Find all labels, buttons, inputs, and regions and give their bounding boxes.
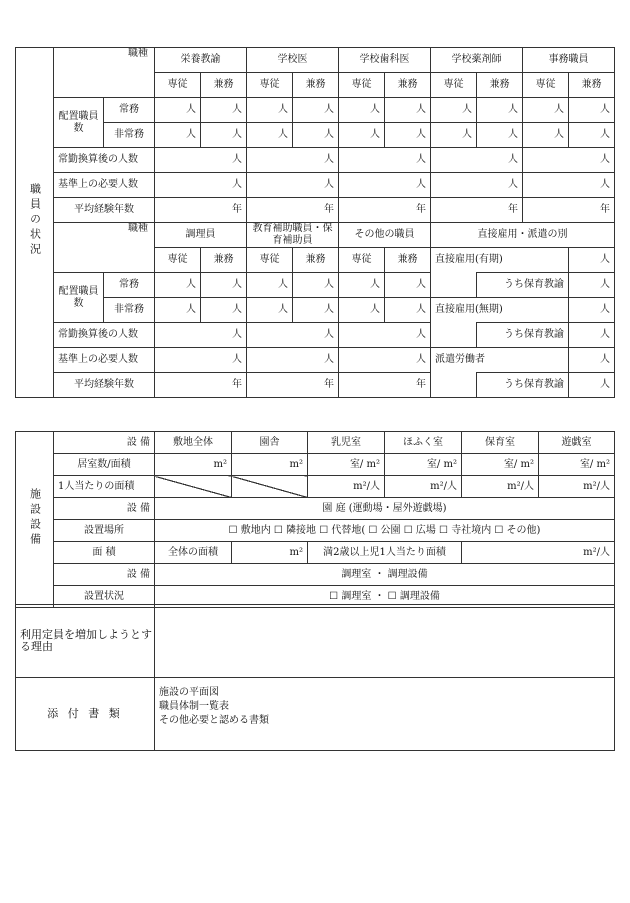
status-label: 設置状況 [54, 586, 155, 608]
count-cell[interactable]: 人 [247, 348, 339, 373]
garden-header: 園 庭 (運動場・屋外遊戯場) [155, 498, 615, 520]
count-cell[interactable]: 人 [155, 298, 201, 323]
count-cell[interactable]: 人 [247, 98, 293, 123]
count-cell[interactable]: 人 [339, 148, 431, 173]
count-cell[interactable]: 人 [477, 123, 523, 148]
hijoumu-label: 非常務 [104, 123, 155, 148]
blank-cell [431, 323, 477, 348]
count-cell[interactable]: 人 [523, 148, 615, 173]
room-count-label: 居室数/面積 [54, 454, 155, 476]
count-cell[interactable]: 人 [247, 173, 339, 198]
years-cell[interactable]: 年 [523, 198, 615, 223]
haichi-label: 配置職員数 [54, 273, 104, 323]
per-child-label: 1人当たりの面積 [54, 476, 155, 498]
uchi-label: うち保育教諭 [477, 273, 569, 298]
diagonal-cell [155, 476, 232, 498]
blank-cell [431, 373, 477, 398]
count-cell[interactable]: 人 [339, 173, 431, 198]
blank-cell [431, 273, 477, 298]
role-header: その他の職員 [339, 223, 431, 248]
role-header: 事務職員 [523, 48, 615, 73]
count-cell[interactable]: 人 [201, 273, 247, 298]
count-cell[interactable]: 人 [293, 98, 339, 123]
room-header: 園舎 [232, 432, 308, 454]
facility-section-label: 施設設備 [16, 432, 54, 608]
kennmu-header: 兼務 [293, 73, 339, 98]
area-label: 面 積 [54, 542, 155, 564]
kennmu-header: 兼務 [385, 73, 431, 98]
years-cell[interactable]: 年 [247, 373, 339, 398]
attachments-label: 添 付 書 類 [16, 678, 155, 751]
joumu-label: 常務 [104, 98, 155, 123]
senju-header: 専従 [155, 248, 201, 273]
count-cell[interactable]: 人 [523, 123, 569, 148]
senju-header: 専従 [247, 248, 293, 273]
room-area-cell[interactable]: 室/ m² [539, 454, 615, 476]
role-header: 教育補助職員・保育補助員 [247, 223, 339, 248]
count-cell[interactable]: 人 [201, 123, 247, 148]
count-cell[interactable]: 人 [155, 148, 247, 173]
kanzan-label: 常勤換算後の人数 [54, 323, 155, 348]
muki-label: 直接雇用(無期) [431, 298, 569, 323]
count-cell[interactable]: 人 [569, 323, 615, 348]
count-cell[interactable]: 人 [339, 323, 431, 348]
room-area-cell[interactable]: 室/ m² [308, 454, 385, 476]
count-cell[interactable]: 人 [385, 298, 431, 323]
count-cell[interactable]: 人 [339, 273, 385, 298]
kennmu-header: 兼務 [201, 248, 247, 273]
kijun-label: 基準上の必要人数 [54, 173, 155, 198]
count-cell[interactable]: 人 [293, 298, 339, 323]
per-child-cell[interactable]: m²/人 [462, 476, 539, 498]
total-area-label: 全体の面積 [155, 542, 232, 564]
kennmu-header: 兼務 [477, 73, 523, 98]
count-cell[interactable]: 人 [431, 123, 477, 148]
kennmu-header: 兼務 [385, 248, 431, 273]
count-cell[interactable]: 人 [201, 98, 247, 123]
years-cell[interactable]: 年 [155, 373, 247, 398]
senju-header: 専従 [431, 73, 477, 98]
reason-input[interactable] [155, 605, 615, 678]
location-options[interactable]: ☐ 敷地内 ☐ 隣接地 ☐ 代替地( ☐ 公園 ☐ 広場 ☐ 寺社境内 ☐ その他) [155, 520, 615, 542]
yuki-label: 直接雇用(有期) [431, 248, 569, 273]
kijun-label: 基準上の必要人数 [54, 348, 155, 373]
count-cell[interactable]: 人 [339, 298, 385, 323]
setsubi-label: 設 備 [54, 432, 155, 454]
area-cell[interactable]: m² [232, 454, 308, 476]
room-header: 乳児室 [308, 432, 385, 454]
count-cell[interactable]: 人 [569, 298, 615, 323]
count-cell[interactable]: 人 [247, 298, 293, 323]
count-cell[interactable]: 人 [431, 173, 523, 198]
kennmu-header: 兼務 [569, 73, 615, 98]
senju-header: 専従 [247, 73, 293, 98]
location-label: 設置場所 [54, 520, 155, 542]
diagonal-cell [232, 476, 308, 498]
area-cell[interactable]: m² [155, 454, 232, 476]
shokushu-label: 職種 [54, 48, 155, 98]
years-cell[interactable]: 年 [155, 198, 247, 223]
room-area-cell[interactable]: 室/ m² [385, 454, 462, 476]
count-cell[interactable]: 人 [385, 273, 431, 298]
haichi-label: 配置職員数 [54, 98, 104, 148]
staff-section-label: 職員の状況 [16, 48, 54, 398]
over2-area-cell[interactable]: m²/人 [462, 542, 615, 564]
count-cell[interactable]: 人 [569, 273, 615, 298]
count-cell[interactable]: 人 [293, 273, 339, 298]
role-header: 栄養教諭 [155, 48, 247, 73]
count-cell[interactable]: 人 [569, 248, 615, 273]
count-cell[interactable]: 人 [155, 323, 247, 348]
room-header: 遊戯室 [539, 432, 615, 454]
years-cell[interactable]: 年 [431, 198, 523, 223]
room-header: 保育室 [462, 432, 539, 454]
cooking-header: 調理室 ・ 調理設備 [155, 564, 615, 586]
senju-header: 専従 [339, 248, 385, 273]
count-cell[interactable]: 人 [247, 123, 293, 148]
count-cell[interactable]: 人 [155, 123, 201, 148]
total-area-cell[interactable]: m² [232, 542, 308, 564]
keiken-label: 平均経験年数 [54, 373, 155, 398]
count-cell[interactable]: 人 [569, 123, 615, 148]
setsubi-label: 設 備 [54, 564, 155, 586]
keiken-label: 平均経験年数 [54, 198, 155, 223]
attachment-item: 職員体制一覧表 [159, 701, 229, 712]
count-cell[interactable]: 人 [339, 348, 431, 373]
count-cell[interactable]: 人 [339, 123, 385, 148]
years-cell[interactable]: 年 [339, 373, 431, 398]
attachment-item: その他必要と認める書類 [159, 715, 269, 726]
uchi-label: うち保育教諭 [477, 323, 569, 348]
status-options[interactable]: ☐ 調理室 ・ ☐ 調理設備 [155, 586, 615, 608]
count-cell[interactable]: 人 [385, 123, 431, 148]
count-cell[interactable]: 人 [247, 148, 339, 173]
uchi-label: うち保育教諭 [477, 373, 569, 398]
count-cell[interactable]: 人 [201, 298, 247, 323]
count-cell[interactable]: 人 [293, 123, 339, 148]
count-cell[interactable]: 人 [155, 273, 201, 298]
count-cell[interactable]: 人 [431, 98, 477, 123]
haken-label: 派遣労働者 [431, 348, 569, 373]
senju-header: 専従 [523, 73, 569, 98]
role-header: 学校歯科医 [339, 48, 431, 73]
count-cell[interactable]: 人 [431, 148, 523, 173]
joumu-label: 常務 [104, 273, 155, 298]
per-child-cell[interactable]: m²/人 [308, 476, 385, 498]
count-cell[interactable]: 人 [569, 98, 615, 123]
count-cell[interactable]: 人 [155, 98, 201, 123]
staff-table [15, 47, 615, 398]
over2-label: 満2歳以上児1人当たり面積 [308, 542, 462, 564]
reason-label: 利用定員を増加しようとする理由 [16, 605, 155, 678]
years-cell[interactable]: 年 [339, 198, 431, 223]
role-header: 調理員 [155, 223, 247, 248]
count-cell[interactable]: 人 [155, 173, 247, 198]
shokushu-label: 職種 [54, 223, 155, 273]
senju-header: 専従 [155, 73, 201, 98]
room-header: 敷地全体 [155, 432, 232, 454]
per-child-cell[interactable]: m²/人 [385, 476, 462, 498]
attachment-item: 施設の平面図 [159, 687, 219, 698]
count-cell[interactable]: 人 [477, 98, 523, 123]
count-cell[interactable]: 人 [523, 98, 569, 123]
kennmu-header: 兼務 [201, 73, 247, 98]
room-header: ほふく室 [385, 432, 462, 454]
kanzan-label: 常勤換算後の人数 [54, 148, 155, 173]
count-cell[interactable]: 人 [339, 98, 385, 123]
count-cell[interactable]: 人 [247, 323, 339, 348]
role-header: 学校薬剤師 [431, 48, 523, 73]
facility-table [15, 431, 615, 608]
setsubi-label: 設 備 [54, 498, 155, 520]
room-area-cell[interactable]: 室/ m² [462, 454, 539, 476]
count-cell[interactable]: 人 [569, 373, 615, 398]
role-header: 学校医 [247, 48, 339, 73]
senju-header: 専従 [339, 73, 385, 98]
attachments-list [155, 678, 615, 751]
kennmu-header: 兼務 [293, 248, 339, 273]
per-child-cell[interactable]: m²/人 [539, 476, 615, 498]
count-cell[interactable]: 人 [385, 98, 431, 123]
count-cell[interactable]: 人 [247, 273, 293, 298]
count-cell[interactable]: 人 [569, 348, 615, 373]
chokusetsu-header: 直接雇用・派遣の別 [431, 223, 615, 248]
reason-table [15, 604, 615, 751]
years-cell[interactable]: 年 [247, 198, 339, 223]
count-cell[interactable]: 人 [155, 348, 247, 373]
count-cell[interactable]: 人 [523, 173, 615, 198]
hijoumu-label: 非常務 [104, 298, 155, 323]
